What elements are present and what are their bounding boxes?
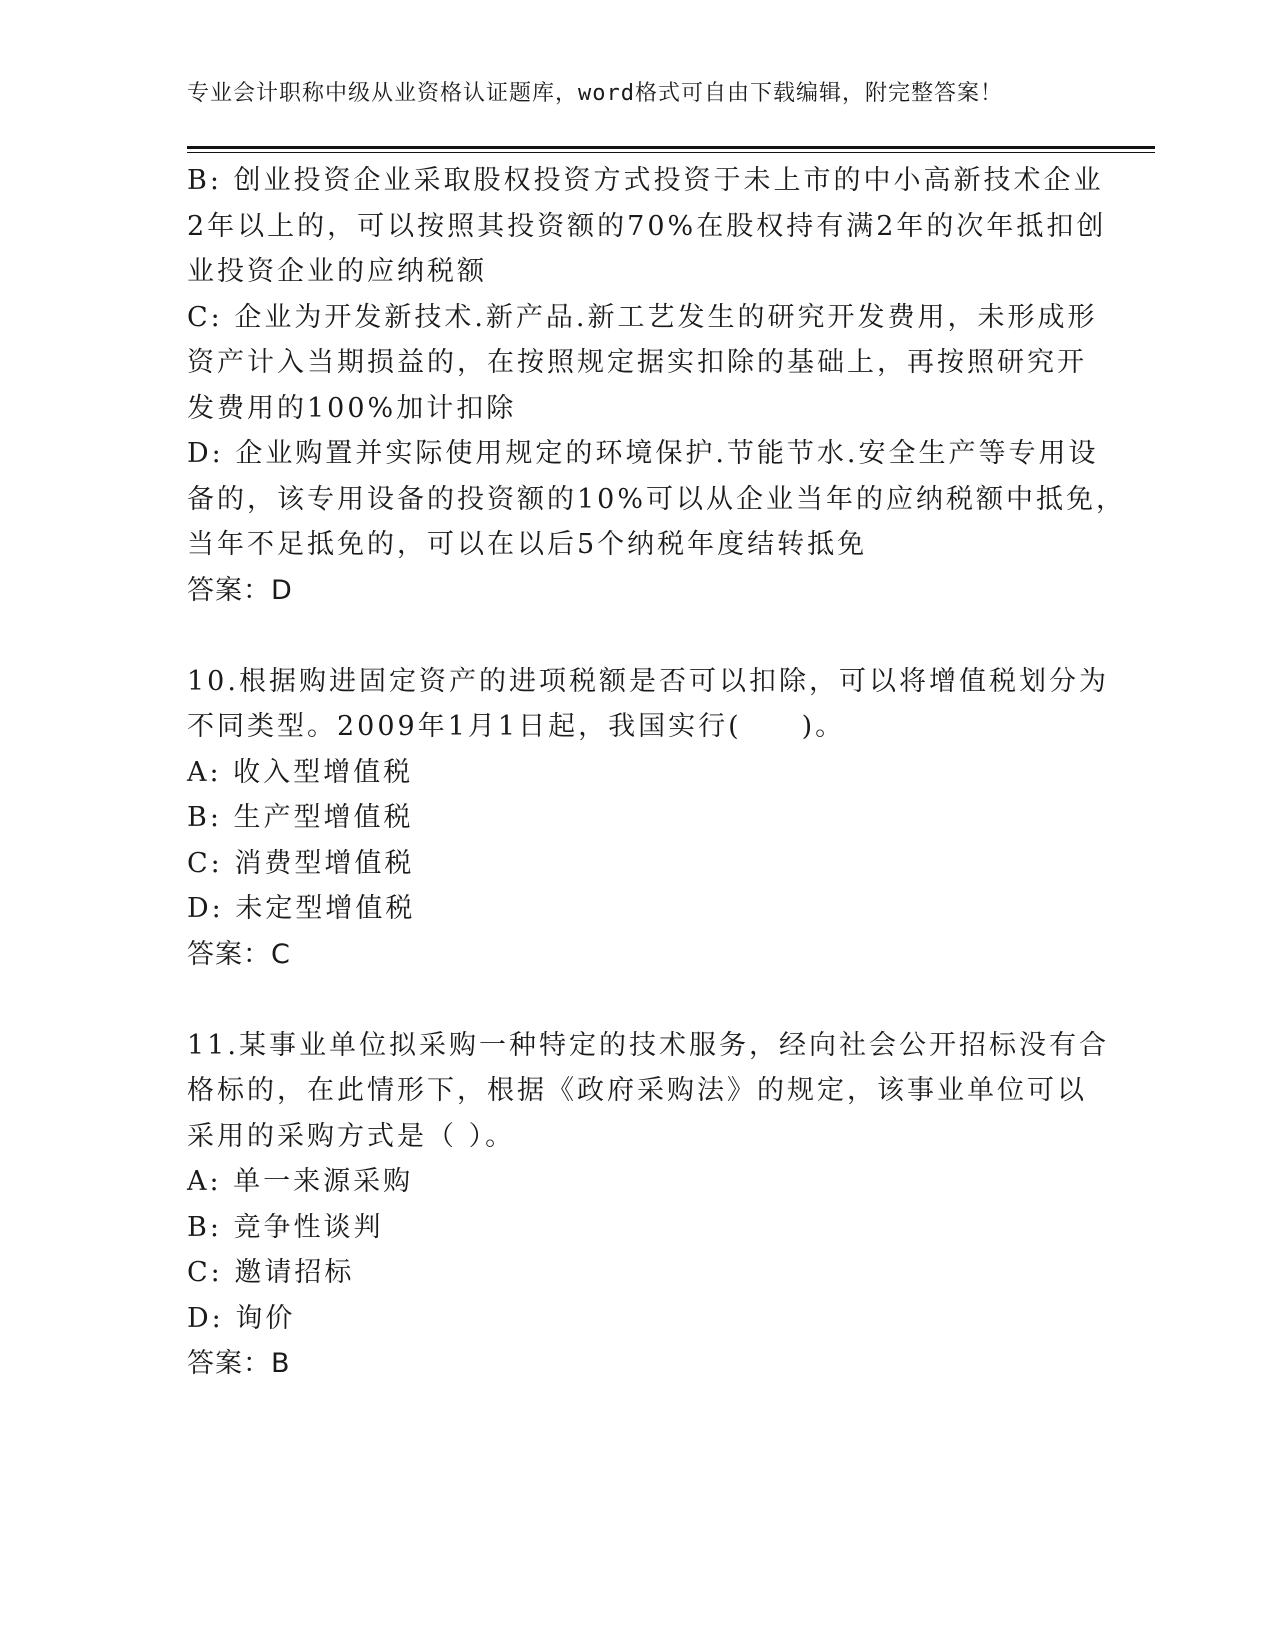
question-10-option-b: B: 生产型增值税	[187, 802, 414, 833]
header-rule-thin	[187, 152, 1155, 153]
answer-11: 答案：B	[187, 1348, 291, 1379]
question-11-option-b: B: 竞争性谈判	[187, 1211, 384, 1243]
question-10-stem-line-1: 10.根据购进固定资产的进项税额是否可以扣除，可以将增值税划分为	[187, 665, 1109, 697]
document-body	[187, 158, 1127, 1387]
option-b-line-3: 业投资企业的应纳税额	[187, 256, 487, 287]
spacer	[187, 613, 1087, 659]
header-rule-thick	[187, 146, 1155, 149]
option-b-line-2: 2年以上的，可以按照其投资额的70%在股权持有满2年的次年抵扣创	[187, 210, 1107, 242]
option-c-line-2: 资产计入当期损益的，在按照规定据实扣除的基础上，再按照研究开	[187, 347, 1087, 378]
option-c-line-3: 发费用的100%加计扣除	[187, 392, 517, 424]
question-11-option-a: A: 单一来源采购	[187, 1166, 414, 1197]
question-11-option-c: C: 邀请招标	[187, 1257, 355, 1288]
option-d-line-3: 当年不足抵免的，可以在以后5个纳税年度结转抵免	[187, 529, 868, 560]
question-11-option-d: D: 询价	[187, 1302, 296, 1334]
question-10-stem-line-2: 不同类型。2009年1月1日起，我国实行( )。	[187, 711, 846, 742]
spacer	[187, 977, 1087, 1023]
question-10-option-a: A: 收入型增值税	[187, 756, 414, 788]
option-c-line-1: C: 企业为开发新技术.新产品.新工艺发生的研究开发费用，未形成形	[187, 301, 1098, 333]
question-11-stem-line-3: 采用的采购方式是（ ）。	[187, 1120, 516, 1152]
question-11-stem-line-2: 格标的，在此情形下，根据《政府采购法》的规定，该事业单位可以	[187, 1075, 1087, 1106]
option-d-line-1: D: 企业购置并实际使用规定的环境保护.节能节水.安全生产等专用设	[187, 438, 1099, 469]
page-header: 专业会计职称中级从业资格认证题库，word格式可自由下载编辑，附完整答案！	[187, 81, 1003, 106]
option-d-line-2: 备的，该专用设备的投资额的10%可以从企业当年的应纳税额中抵免，	[187, 483, 1127, 515]
answer-9: 答案：D	[187, 574, 293, 606]
question-10	[187, 659, 1109, 978]
question-10-option-c: C: 消费型增值税	[187, 847, 415, 879]
question-9-continuation	[187, 158, 1127, 613]
answer-10: 答案：C	[187, 938, 291, 970]
question-10-option-d: D: 未定型增值税	[187, 893, 416, 924]
question-11	[187, 1023, 1109, 1387]
option-b-line-1: B: 创业投资企业采取股权投资方式投资于未上市的中小高新技术企业	[187, 165, 1104, 196]
question-11-stem-line-1: 11.某事业单位拟采购一种特定的技术服务，经向社会公开招标没有合	[187, 1029, 1109, 1061]
